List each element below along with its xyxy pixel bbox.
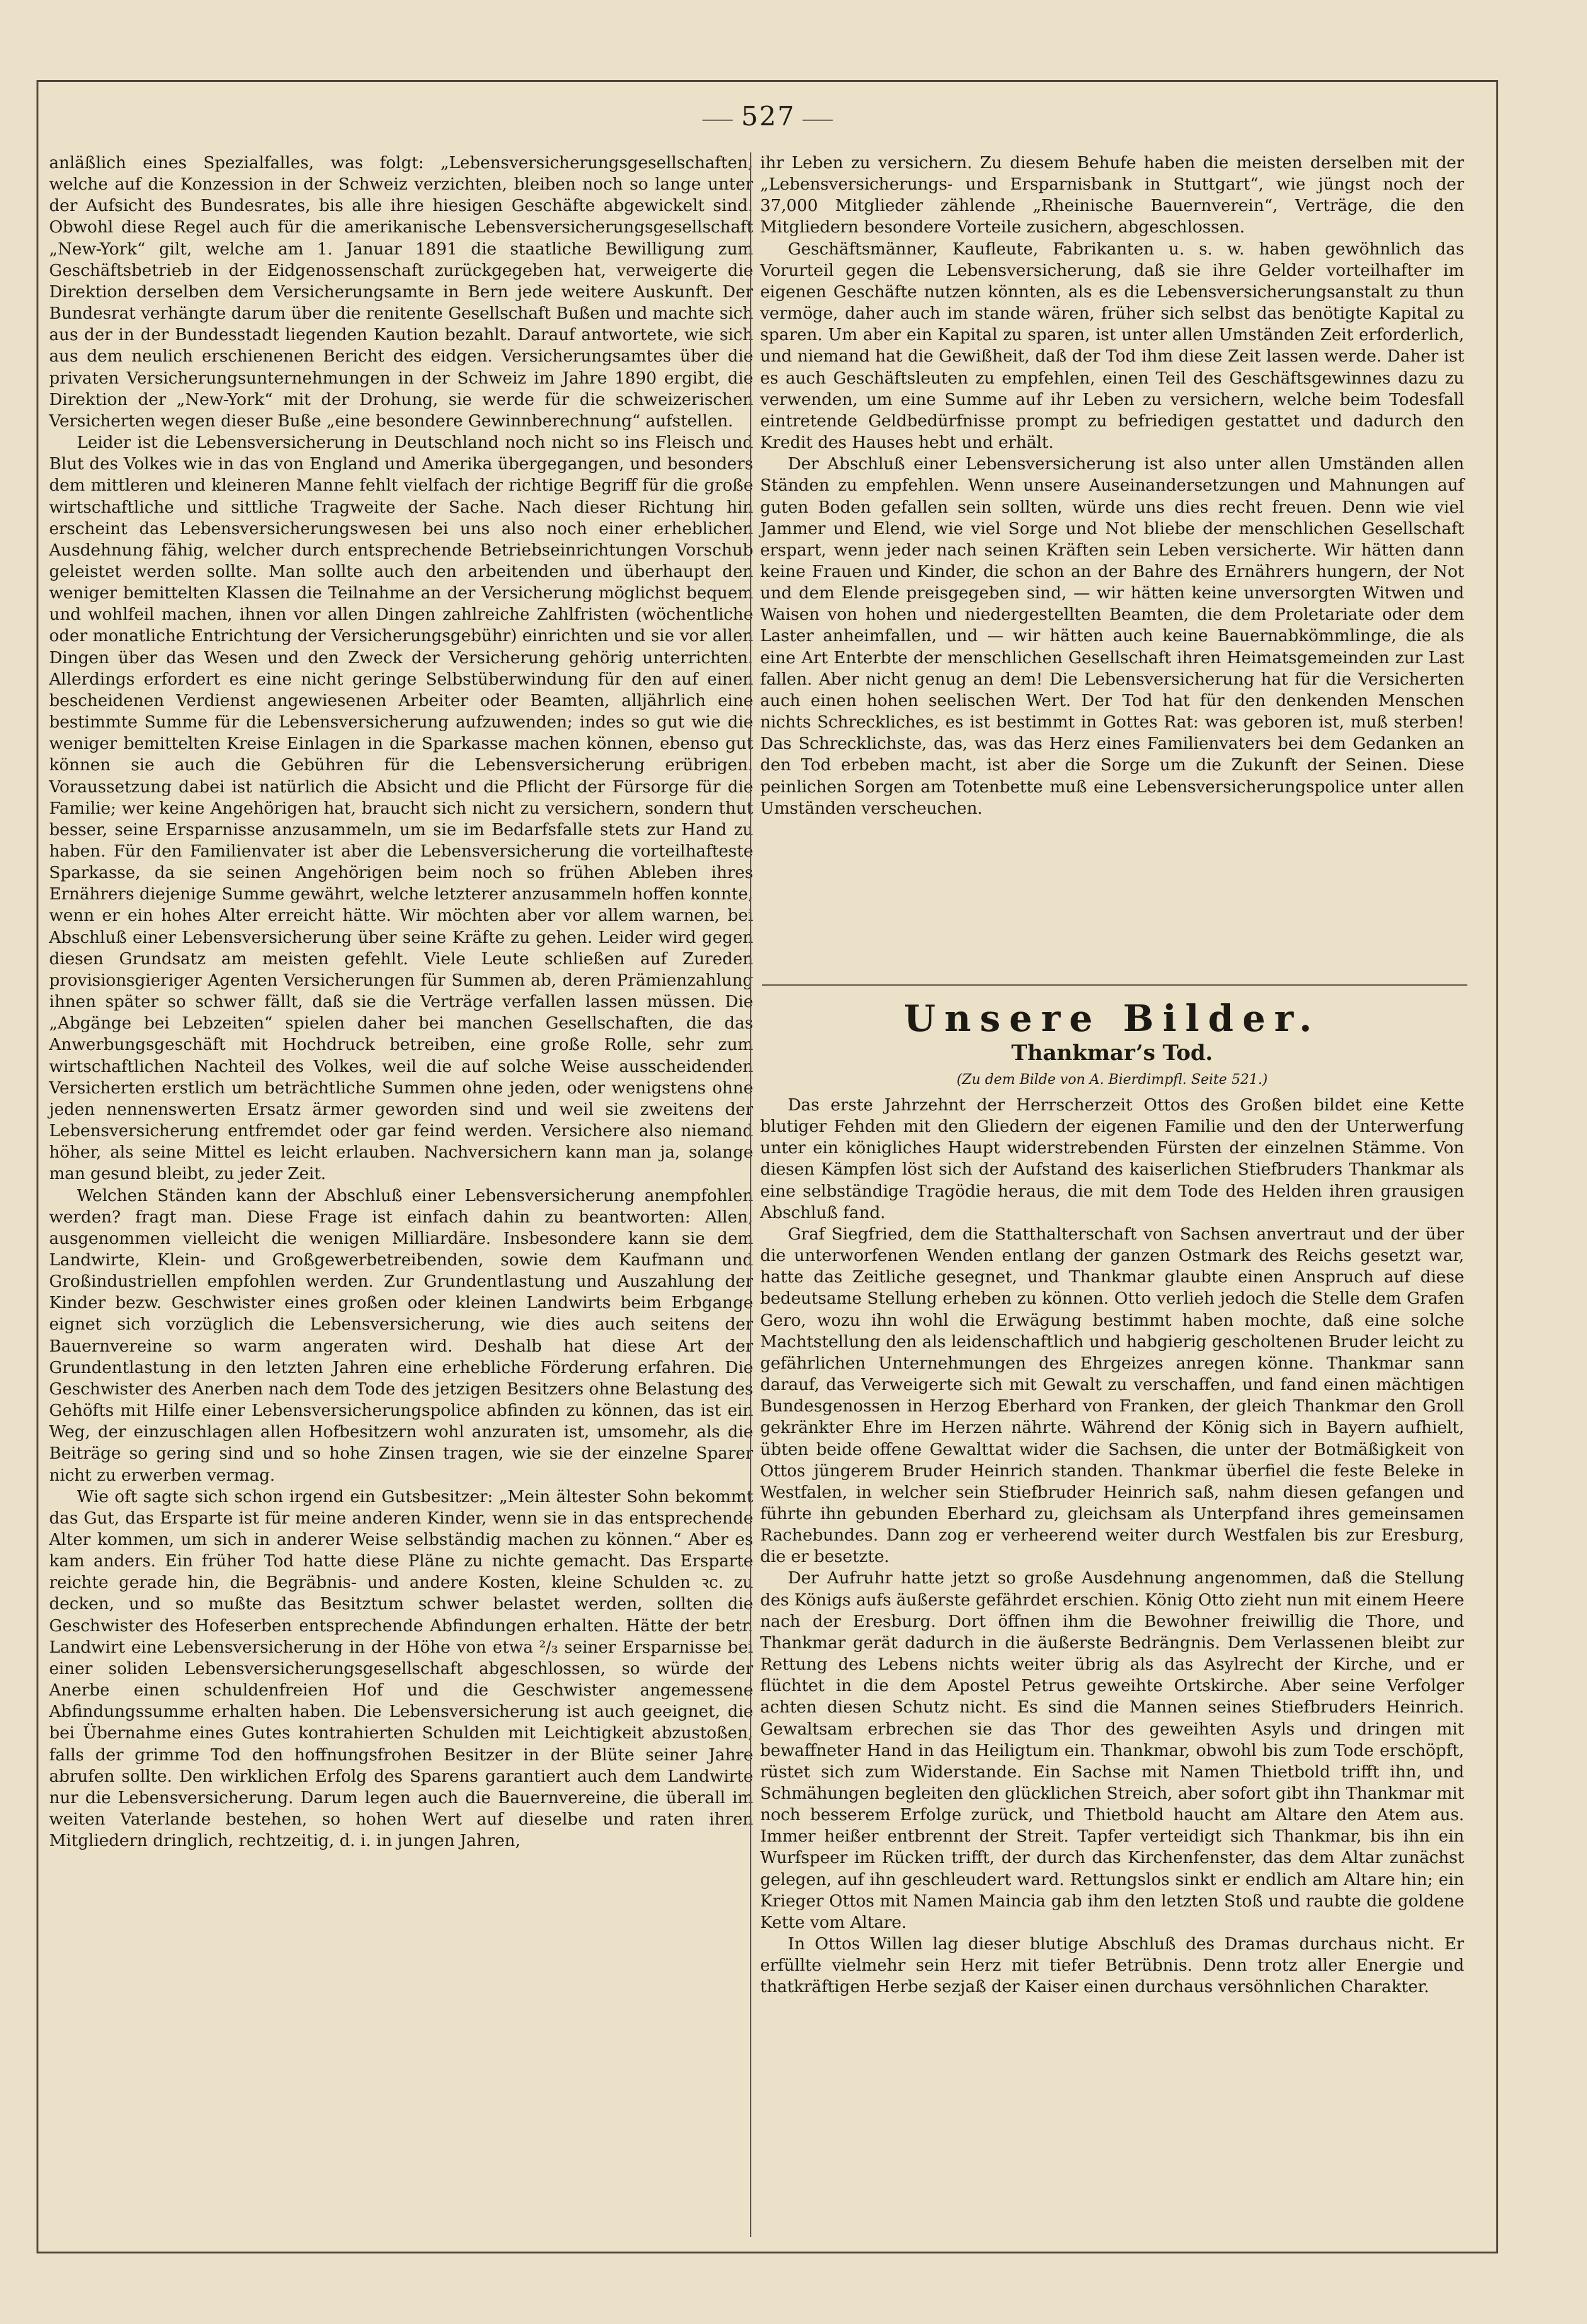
section-divider — [762, 984, 1467, 986]
article-title: Thankmar’s Tod. — [1011, 1040, 1213, 1066]
paragraph: Das erste Jahrzehnt der Herrscherzeit Ottos des Großen bildet eine Kette blutiger Fehden mit den Gliedern der eigenen Familie und den der Unterwerfung unter ein königliches Haupt widerstrebenden Fürsten der einzelnen Stämme. Von diesen Kämpfen löst sich der Aufstand des kaiserlichen Stiefbruders Thankmar als eine selbständige Tragödie heraus, die mit dem Tode des Helden ihren grausigen Abschluß fand. — [760, 1096, 1464, 1222]
column-divider — [750, 152, 751, 2237]
page-number-text: 527 — [741, 101, 796, 132]
paragraph: anläßlich eines Spezialfalles, was folgt: „Lebensversicherungsgesellschaften, welche auf die Konzession in der Schweiz verzichten, bleiben noch so lange unter der Aufsicht des Bundesrates, bis alle ihre hiesigen Geschäfte abgewickelt sind. Obwohl diese Regel auch für die amerikanische Lebensversicherungsgesellschaft „New-York“ gilt, welche am 1. Januar 1891 die staatliche Bewilligung zum Geschäftsbetrieb in der Eidgenossenschaft zurückgegeben hat, verweigerte die Direktion derselben dem Versicherungsamte in Bern jede weitere Auskunft. Der Bundesrat verhängte darum über die renitente Gesellschaft Bußen und machte sich aus der in der Bundesstadt liegenden Kaution bezahlt. Darauf antwortete, wie sich aus dem neulich erschienenen Bericht des eidgen. Versicherungsamtes über die privaten Versicherungsunternehmungen in der Schweiz im Jahre 1890 ergibt, die Direktion der „New-York“ mit der Drohung, sie werde für die schweizerischen Versicherten wegen dieser Buße „eine besondere Gewinnberechnung“ aufstellen. — [49, 154, 753, 431]
paragraph: Welchen Ständen kann der Abschluß einer Lebensversicherung anempfohlen werden? fragt man. Diese Frage ist einfach dahin zu beantworten: Allen, ausgenommen vielleicht die wenigen Milliardäre. Insbesondere kann sie dem Landwirte, Klein- und Großgewerbetreibenden, sowie dem Kaufmann und Großindustriellen empfohlen werden. Zur Grundentlastung und Auszahlung der Kinder bezw. Geschwister eines großen oder kleinen Landwirts beim Erbgange eignet sich vorzüglich die Lebensversicherung, wie dies auch seitens der Bauernvereine so warm angeraten wird. Deshalb hat diese Art der Grundentlastung in den letzten Jahren eine erhebliche Förderung erfahren. Die Geschwister des Anerben nach dem Tode des jetzigen Besitzers ohne Belastung des Gehöfts mit Hilfe einer Lebensversicherungspolice abfinden zu können, das ist ein Weg, der einzuschlagen allen Hofbesitzern wohl anzuraten ist, umsomehr, als die Beiträge so gering sind und so hohe Zinsen tragen, wie sie der einzelne Sparer nicht zu erwerben vermag. — [49, 1186, 753, 1485]
paragraph: Der Aufruhr hatte jetzt so große Ausdehnung angenommen, daß die Stellung des Königs aufs äußerste gefährdet erschien. König Otto zieht nun mit einem Heere nach der Eresburg. Dort öffnen ihm die Bewohner freiwillig die Thore, und Thankmar gerät dadurch in die äußerste Bedrängnis. Dem Verlassenen bleibt zur Rettung des Lebens nichts weiter übrig als das Asylrecht der Kirche, und er flüchtet in die dem Apostel Petrus geweihte Ortskirche. Aber seine Verfolger achten diesen Schutz nicht. Es sind die Mannen seines Stiefbruders Heinrich. Gewaltsam erbrechen sie das Thor des geweihten Asyls und dringen mit bewaffneter Hand in das Heiligtum ein. Thankmar, obwohl bis zum Tode erschöpft, rüstet sich zum Widerstande. Ein Sachse mit Namen Thietbold trifft ihn, und Schmähungen begleiten den glücklichen Streich, aber sofort gibt ihn Thankmar mit noch besserem Erfolge zurück, und Thietbold haucht am Altare den Atem aus. Immer heißer entbrennt der Streit. Tapfer verteidigt sich Thankmar, bis ihn ein Wurfspeer im Rücken trifft, der durch das Kirchenfenster, das dem Altar zunächst gelegen, auf ihn geschleudert ward. Rettungslos sinkt er endlich am Altare hin; ein Krieger Ottos mit Namen Maincia gab ihm den letzten Stoß und raubte die goldene Kette vom Altare. — [760, 1569, 1464, 1932]
paragraph: Leider ist die Lebensversicherung in Deutschland noch nicht so ins Fleisch und Blut des Volkes wie in das von England und Amerika übergegangen, und besonders dem mittleren und kleineren Manne fehlt vielfach der richtige Begriff für die große wirtschaftliche und sittliche Tragweite der Sache. Nach dieser Richtung hin erscheint das Lebensversicherungswesen bei uns also noch einer erheblichen Ausdehnung fähig, welcher durch entsprechende Betriebseinrichtungen Vorschub geleistet werden sollte. Man sollte auch den arbeitenden und überhaupt den weniger bemittelten Klassen die Teilnahme an der Versicherung möglichst bequem und wohlfeil machen, ihnen vor allen Dingen zahlreiche Zahlfristen (wöchentliche oder monatliche Entrichtung der Versicherungsgebühr) einrichten und sie vor allen Dingen über das Wesen und den Zweck der Versicherung gehörig unterrichten. Allerdings erfordert es eine nicht geringe Selbstüberwindung für den auf einen bescheidenen Verdienst angewiesenen Arbeiter oder Beamten, alljährlich eine bestimmte Summe für die Lebensversicherung aufzuwenden; indes so gut wie die weniger bemittelten Kreise Einlagen in die Sparkasse machen können, ebenso gut können sie auch die Gebühren für die Lebensversicherung erübrigen. Voraussetzung dabei ist natürlich die Absicht und die Pflicht der Fürsorge für die Familie; wer keine Angehörigen hat, braucht sich nicht zu versichern, sondern thut besser, seine Ersparnisse anzusammeln, um sie im Bedarfsfalle stets zur Hand zu haben. Für den Familienvater ist aber die Lebensversicherung die vorteilhafteste Sparkasse, da sie seinen Angehörigen beim noch so frühen Ableben ihres Ernährers diejenige Summe gewährt, welche letzterer anzusammeln hoffen konnte, wenn er ein hohes Alter erreicht hätte. Wir möchten aber vor allem warnen, bei Abschluß einer Lebensversicherung über seine Kräfte zu gehen. Leider wird gegen diesen Grundsatz am meisten gefehlt. Viele Leute schließen auf Zureden provisionsgieriger Agenten Versicherungen für Summen ab, deren Prämienzahlung ihnen später so schwer fällt, daß sie die Verträge verfallen lassen müssen. Die „Abgänge bei Lebzeiten“ spielen daher bei manchen Gesellschaften, die das Anwerbungsgeschäft mit Hochdruck betreiben, eine große Rolle, sehr zum wirtschaftlichen Nachteil des Volkes, weil die auf solche Weise ausscheidenden Versicherten erstlich um beträchtliche Summen ohne jeden, oder wenigstens ohne jeden nennenswerten Ersatz ärmer geworden sind und weil sie zweitens der Lebensversicherung entfremdet oder gar feind werden. Versichere also niemand höher, als seine Mittel es leicht erlauben. Nachversichern kann man ja, solange man gesund bleibt, zu jeder Zeit. — [49, 433, 753, 1184]
paragraph: Graf Siegfried, dem die Statthalterschaft von Sachsen anvertraut und der über die unterworfenen Wenden entlang der ganzen Ostmark des Reichs gesetzt war, hatte das Zeitliche gesegnet, und Thankmar glaubte einen Anspruch auf diese bedeutsame Stellung erheben zu können. Otto verlieh jedoch die Stelle dem Grafen Gero, wozu ihn wohl die Erwägung bestimmt haben mochte, daß eine solche Machtstellung den als leidenschaftlich und habgierig gescholtenen Bruder leicht zu gefährlichen Unternehmungen des Ehrgeizes anregen könne. Thankmar sann darauf, das Verweigerte sich mit Gewalt zu verschaffen, und fand einen mächtigen Bundesgenossen in Herzog Eberhard von Franken, der gleich Thankmar den Groll gekränkter Ehre im Herzen nährte. Während der König sich in Bayern aufhielt, übten beide offene Gewalttat wider die Sachsen, die unter der Botmäßigkeit von Ottos jüngerem Bruder Heinrich standen. Thankmar überfiel die feste Beleke in Westfalen, in welcher sein Stiefbruder Heinrich saß, nahm diesen gefangen und führte ihn gebunden Eberhard zu, gleichsam als Unterpfand ihres gemeinsamen Rachebundes. Dann zog er verheerend weiter durch Westfalen bis zur Eresburg, die er besetzte. — [760, 1224, 1464, 1567]
image-reference-caption: (Zu dem Bilde von A. Bierdimpfl. Seite 521.) — [956, 1072, 1268, 1088]
ornament-right-icon: ⸺ — [802, 108, 835, 130]
right-column-top — [760, 152, 1464, 969]
section-title: Unsere Bilder. — [904, 997, 1321, 1040]
page-number — [686, 101, 850, 132]
left-column — [49, 152, 753, 2231]
paragraph: Wie oft sagte sich schon irgend ein Gutsbesitzer: „Mein ältester Sohn bekommt das Gut, das Ersparte ist für meine anderen Kinder, wenn sie in das entsprechende Alter kommen, um sich in anderer Weise selbständig machen zu können.“ Aber es kam anders. Ein früher Tod hatte diese Pläne zu nichte gemacht. Das Ersparte reichte gerade hin, die Begräbnis- und andere Kosten, kleine Schulden ꝛc. zu decken, und so mußte das Besitztum schwer belastet werden, sollten die Geschwister des Hofeserben entsprechende Abfindungen erhalten. Hätte der betr. Landwirt eine Lebensversicherung in der Höhe von etwa ²/₃ seiner Ersparnisse bei einer soliden Lebensversicherungsgesellschaft abgeschlossen, so würde der Anerbe einen schuldenfreien Hof und die Geschwister angemessene Abfindungssumme erhalten haben. Die Lebensversicherung ist auch geeignet, die bei Übernahme eines Gutes kontrahierten Schulden mit Leichtigkeit abzustoßen, falls der grimme Tod den hoffnungsfrohen Besitzer in der Blüte seiner Jahre abrufen sollte. Den wirklichen Erfolg des Sparens garantiert auch dem Landwirte nur die Lebensversicherung. Darum legen auch die Bauernvereine, die überall im weiten Vaterlande bestehen, so hohen Wert auf dieselbe und raten ihren Mitgliedern dringlich, rechtzeitig, d. i. in jungen Jahren, — [49, 1487, 753, 1851]
ornament-left-icon: ⸺ — [702, 108, 735, 130]
paragraph: Der Abschluß einer Lebensversicherung ist also unter allen Umständen allen Ständen zu empfehlen. Wenn unsere Auseinandersetzungen und Mahnungen auf guten Boden gefallen sein sollten, würde uns dies recht freuen. Denn wie viel Jammer und Elend, wie viel Sorge und Not bliebe der menschlichen Gesellschaft erspart, wenn jeder nach seinen Kräften sein Leben versicherte. Wir hätten dann keine Frauen und Kinder, die schon an der Bahre des Ernährers hungern, der Not und dem Elende preisgegeben sind, — wir hätten keine unversorgten Witwen und Waisen von hohen und niedergestellten Beamten, die dem Proletariate oder dem Laster anheimfallen, und — wir hätten auch keine Bauernabkömmlinge, die als eine Art Enterbte der menschlichen Gesellschaft ihren Heimatsgemeinden zur Last fallen. Aber nicht genug an dem! Die Lebensversicherung hat für die Versicherten auch einen hohen seelischen Wert. Der Tod hat für den denkenden Menschen nichts Schreckliches, es ist bestimmt in Gottes Rat: was geboren ist, muß sterben! Das Schrecklichste, das, was das Herz eines Familienvaters bei dem Gedanken an den Tod erbeben macht, ist aber die Sorge um die Zukunft der Seinen. Diese peinlichen Sorgen am Totenbette muß eine Lebensversicherungspolice unter allen Umständen verscheuchen. — [760, 455, 1464, 818]
paragraph: Geschäftsmänner, Kaufleute, Fabrikanten u. s. w. haben gewöhnlich das Vorurteil gegen die Lebensversicherung, daß sie ihre Gelder vorteilhafter im eigenen Geschäfte nutzen könnten, als es die Lebensversicherungsanstalt zu thun vermöge, daher auch im stande wären, früher sich selbst das benötigte Kapital zu sparen. Um aber ein Kapital zu sparen, ist unter allen Umständen Zeit erforderlich, und niemand hat die Gewißheit, daß der Tod ihm diese Zeit lassen werde. Daher ist es auch Geschäftsleuten zu empfehlen, einen Teil des Geschäftsgewinnes dazu zu verwenden, um eine Summe auf ihr Leben zu versichern, welche beim Todesfall eintretende Geldbedürfnisse prompt zu befriedigen gestattet und dadurch den Kredit des Hauses hebt und erhält. — [760, 239, 1464, 453]
paragraph: In Ottos Willen lag dieser blutige Abschluß des Dramas durchaus nicht. Er erfüllte vielmehr sein Herz mit tiefer Betrübnis. Denn trotz aller Energie und thatkräftigen Herbe sezjaß der Kaiser einen durchaus versöhnlichen Charakter. — [760, 1935, 1464, 1997]
paragraph: ihr Leben zu versichern. Zu diesem Behufe haben die meisten derselben mit der „Lebensversicherungs- und Ersparnisbank in Stuttgart“, wie jüngst noch der 37,000 Mitglieder zählende „Rheinische Bauernverein“, Verträge, die den Mitgliedern besondere Vorteile zusichern, abgeschlossen. — [760, 154, 1464, 237]
right-column-bottom — [760, 1095, 1464, 2222]
